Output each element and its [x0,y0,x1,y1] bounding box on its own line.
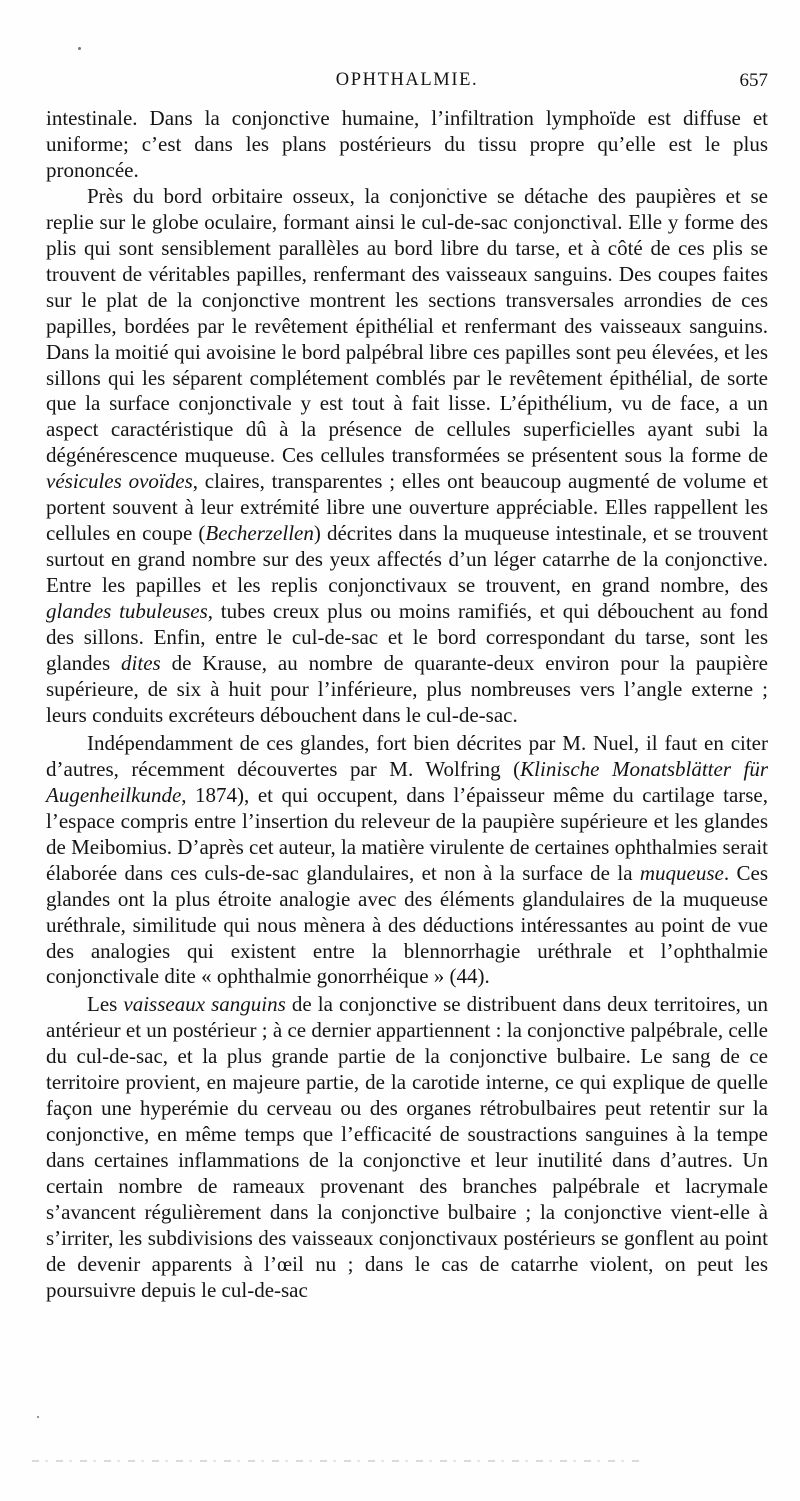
text-run: de la conjonctive se distribuent dans deux territoires, un antérieur et un postérieur ; à ce dernier appartiennent : la conjonctive palpébrale, celle du cul-de-sac, et la plus grande partie de la conjonctive bulbaire. Le sang de ce territoire provient, en majeure partie, de la carotide interne, ce qui explique de quelle façon une hyperémie du cerveau ou des organes rétrobulbaires peut retentir sur la conjonctive, en même temps que l’efficacité de soustractions sanguines à la tempe dans certaines inflammations de la conjonctive et leur inutilité dans d’autres. Un certain nombre de rameaux provenant des branches palpébrale et lacrymale s’avancent régulièrement dans la conjonctive bulbaire ; la conjonctive vient-elle à s’irriter, les subdivisions des vaisseaux conjonctivaux postérieurs se gonflent au point de devenir apparents à l’œil nu ; dans le cas de catarrhe violent, on peut les poursuivre depuis le cul-de-sac [46,992,768,1302]
paragraph [46,992,768,1303]
italic-text: muqueuse [639,860,724,885]
page-number: 657 [739,70,768,91]
text-run: intestinale. Dans la conjonctive humaine, l’infiltration lymphoïde est diffuse et uniforme; c’est dans les plans postérieurs du tissu propre qu’elle est le plus prononcée. [46,106,768,182]
italic-text: vésicules ovoïdes [46,469,193,494]
text-run: , 1874), et qui occupent, dans l’épaisseur même du cartilage tarse, l’espace compris entre l’insertion du releveur de la paupière supérieure et les glandes de Meibomius. D’après cet auteur, la matière virulente de certaines ophthalmies serait élaborée dans ces culs-de-sac glandulaires, et non à la surface de la [46,782,768,885]
page-body [46,106,768,1304]
italic-text: Becherzellen [205,521,314,546]
page-header [46,70,768,96]
italic-text: Klinische Monatsblätter für Augenheilkunde [46,756,769,807]
text-run: . Ces glandes ont la plus étroite analogie avec des éléments glandulaires de la muqueuse uréthrale, similitude qui nous mènera à des déductions intéressantes au point de vue des analogies qui existent entre la blennorrhagie uréthrale et l’ophthalmie conjonctivale dite « ophthalmie gonorrhéique » (44). [46,860,768,989]
text-run: de Krause, au nombre de quarante-deux environ pour la paupière supérieure, de six à huit pour l’inférieure, plus nombreuses vers l’angle externe ; leurs conduits excréteurs débouchent dans le cul-de-sac. [46,651,768,727]
text-run: , tubes creux plus ou moins ramifiés, et qui débouchent au fond des sillons. Enfin, entre le cul-de-sac et le bord correspondant du tarse, sont les glandes [46,599,769,676]
text-run: Indépendamment de ces glandes, fort bien décrites par M. Nuel, il faut en citer d’autres, récemment découvertes par M. Wolfring ( [46,730,768,781]
italic-text: vaisseaux sanguins [123,992,286,1017]
italic-text: glandes tubuleuses [46,599,208,624]
paragraph [46,184,768,729]
text-run: Les [87,992,124,1017]
ink-speck [78,47,81,50]
ink-speck [37,1416,39,1418]
paragraph [46,106,768,184]
text-run: Près du bord orbitaire osseux, la conjonctive se détache des paupières et se replie sur le globe oculaire, formant ainsi le cul-de-sac conjonctival. Elle y forme des plis qui sont sensiblement parallèles au bord libre du tarse, et à côté de ces plis se trouvent de véritables papilles, renfermant des vaisseaux sanguins. Des coupes faites sur le plat de la conjonctive montrent les sections transversales arrondies de ces papilles, bordées par le revêtement épithélial et renfermant des vaisseaux sanguins. Dans la moitié qui avoisine le bord palpébral libre ces papilles sont peu élevées, et les sillons qui les séparent complétement comblés par le revêtement épithélial, de sorte que la surface conjonctivale y est tout à fait lisse. L’épithélium, vu de face, a un aspect caractéristique dû à la présence de cellules superficielles ayant subi la dégénérescence muqueuse. Ces cellules transformées se présentent sous la forme de [46,183,768,468]
italic-text: dites [121,651,161,676]
running-title: OPHTHALMIE. [335,70,479,90]
paragraph [46,731,768,991]
text-run: ) décrites dans la muqueuse intestinale, et se trouvent surtout en grand nombre sur des yeux affectés d’un léger catarrhe de la conjonctive. Entre les papilles et les replis conjonctivaux se trouvent, en grand nombre, des [46,521,769,598]
scan-noise-line [32,1460,642,1462]
text-run: , claires, transparentes ; elles ont beaucoup augmenté de volume et portent souvent à leur extrémité libre une ouverture appréciable. Elles rappellent les cellules en coupe ( [46,469,768,546]
